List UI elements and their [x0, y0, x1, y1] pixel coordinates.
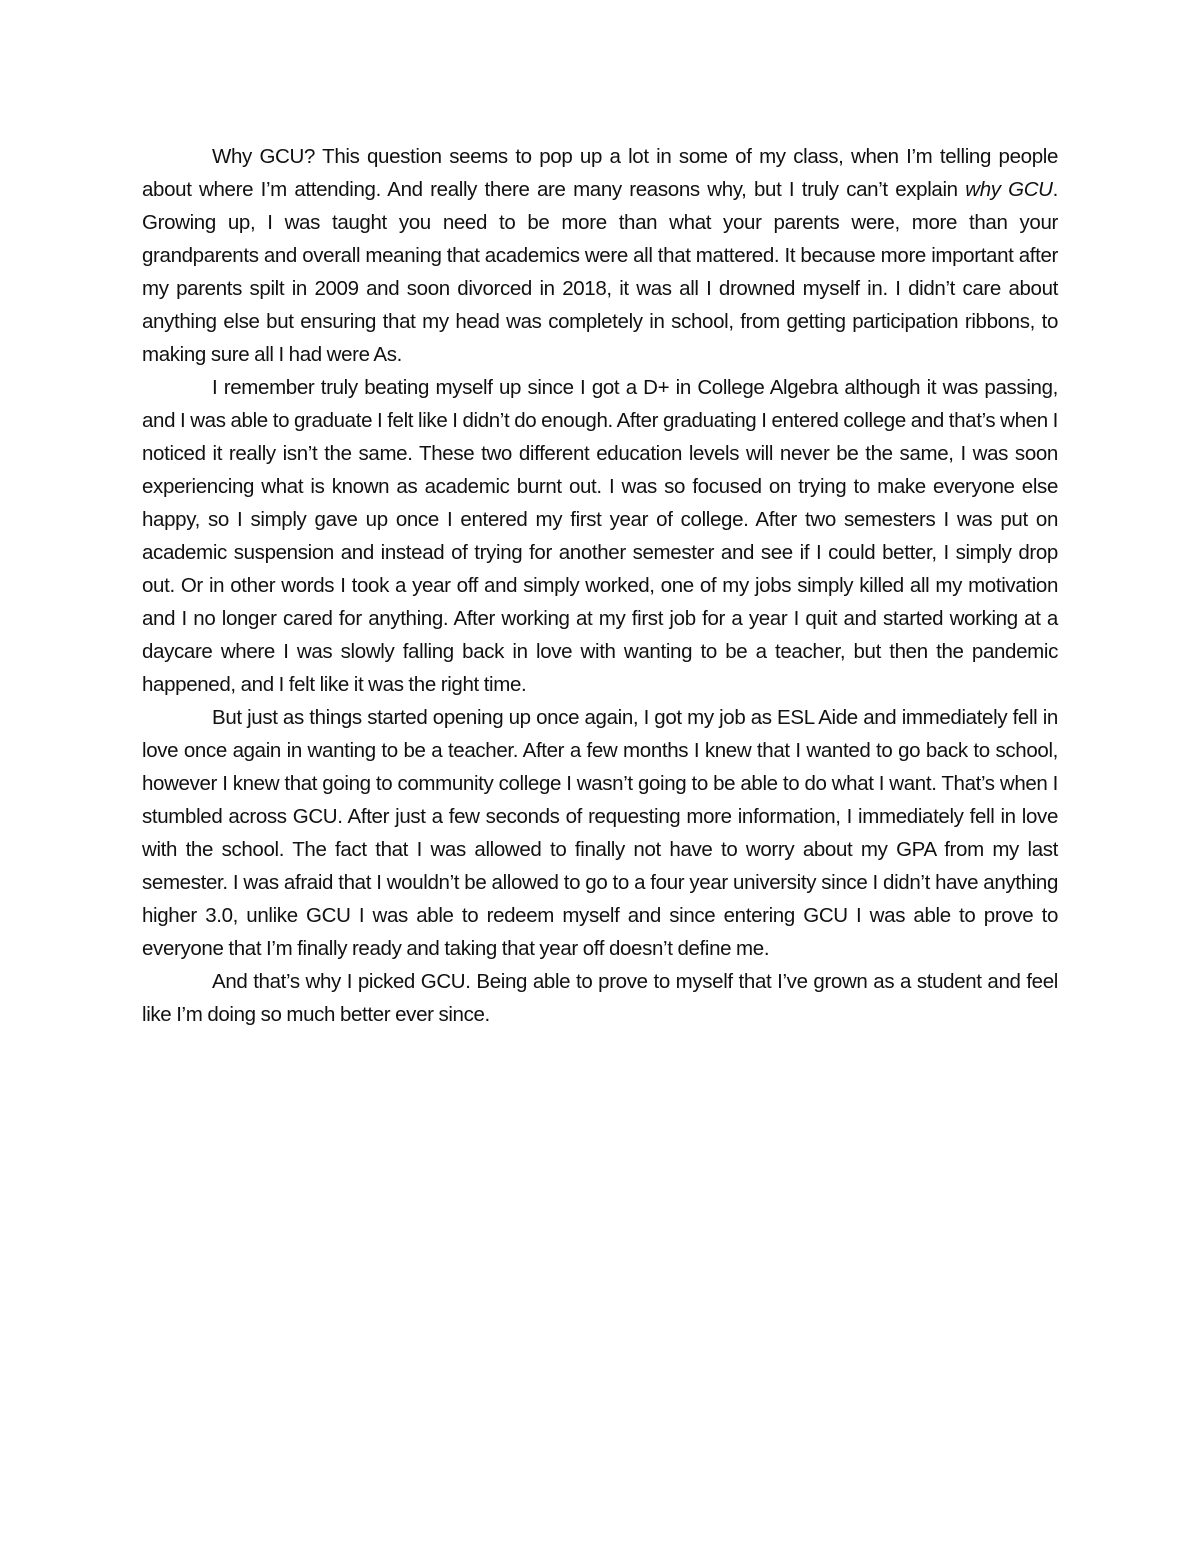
paragraph-1-part-2: . Growing up, I was taught you need to be more than what your parents were, more than your grandparents and overall meaning that academics were all that mattered. It because more important after my parents spilt in 2009 and soon divorced in 2018, it was all I drowned myself in. I didn’t care about anything else but ensuring that my head was completely in school, from getting participation ribbons, to making sure all I had were As. [142, 178, 1058, 366]
paragraph-1-part-1: Why GCU? This question seems to pop up a lot in some of my class, when I’m telling people about where I’m attending. And really there are many reasons why, but I truly can’t explain [142, 145, 1058, 201]
paragraph-3: But just as things started opening up once again, I got my job as ESL Aide and immediately fell in love once again in wanting to be a teacher. After a few months I knew that I wanted to go back to school, however I knew that going to community college I wasn’t going to be able to do what I want. That’s when I stumbled across GCU. After just a few seconds of requesting more information, I immediately fell in love with the school. The fact that I was allowed to finally not have to worry about my GPA from my last semester. I was afraid that I wouldn’t be allowed to go to a four year university since I didn’t have anything higher 3.0, unlike GCU I was able to redeem myself and since entering GCU I was able to prove to everyone that I’m finally ready and taking that year off doesn’t define me. [142, 706, 1058, 960]
paragraph-4: And that’s why I picked GCU. Being able to prove to myself that I’ve grown as a student and feel like I’m doing so much better ever since. [142, 970, 1058, 1026]
paragraph-1 [142, 140, 1058, 371]
paragraph-2: I remember truly beating myself up since I got a D+ in College Algebra although it was passing, and I was able to graduate I felt like I didn’t do enough. After graduating I entered college and that’s when I noticed it really isn’t the same. These two different education levels will never be the same, I was soon experiencing what is known as academic burnt out. I was so focused on trying to make everyone else happy, so I simply gave up once I entered my first year of college. After two semesters I was put on academic suspension and instead of trying for another semester and see if I could better, I simply drop out. Or in other words I took a year off and simply worked, one of my jobs simply killed all my motivation and I no longer cared for anything. After working at my first job for a year I quit and started working at a daycare where I was slowly falling back in love with wanting to be a teacher, but then the pandemic happened, and I felt like it was the right time. [142, 376, 1058, 696]
essay-body [142, 140, 1058, 1031]
italic-why-gcu: why GCU [965, 178, 1053, 201]
